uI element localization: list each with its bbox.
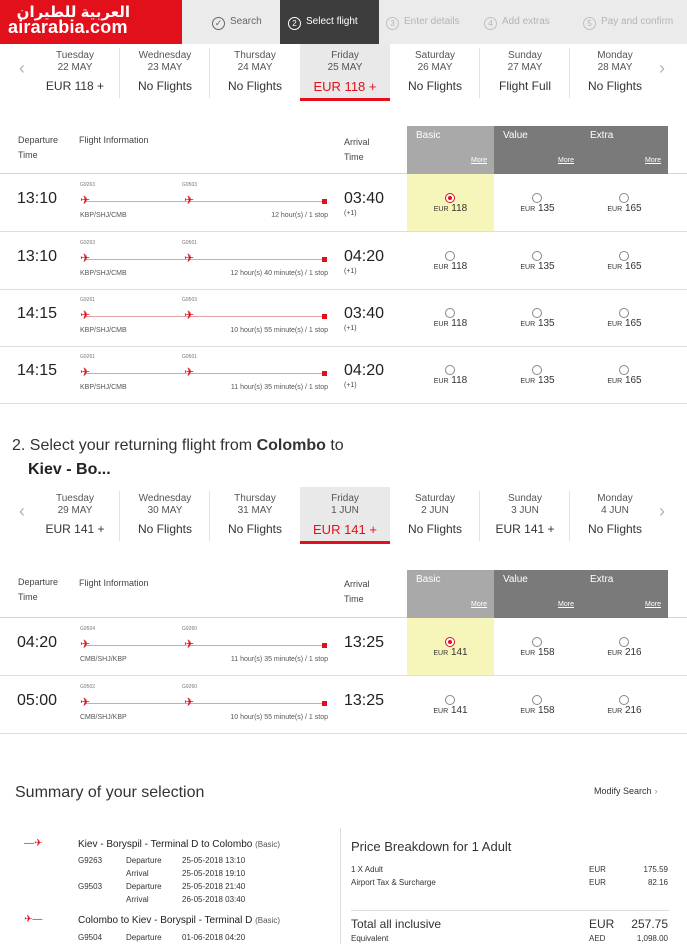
- return-origin: Colombo: [256, 437, 326, 454]
- fare-basic-option[interactable]: [407, 289, 494, 346]
- departure-time: 04:20: [17, 634, 58, 651]
- return-section-title: [12, 437, 344, 455]
- currency: EUR: [520, 321, 536, 328]
- destination-marker: [322, 199, 327, 204]
- arrival-time: 04:20: [344, 362, 385, 379]
- date-date: 26 MAY: [417, 62, 453, 73]
- flight-code: G9260: [182, 626, 198, 632]
- total-separator: [351, 910, 669, 911]
- chevron-left-icon[interactable]: ‹: [19, 58, 25, 78]
- fare-value-option[interactable]: [494, 174, 581, 231]
- date-option[interactable]: [30, 487, 120, 544]
- more-link[interactable]: More: [645, 157, 661, 164]
- flight-code: G9260: [182, 684, 198, 690]
- radio-button[interactable]: [619, 637, 629, 647]
- fare-amount: 135: [537, 203, 555, 214]
- fare-value-option[interactable]: [494, 289, 581, 346]
- currency: EUR: [520, 378, 536, 385]
- date-day: Saturday: [414, 493, 456, 504]
- fare-extra-option[interactable]: [581, 676, 668, 733]
- fare-basic-option[interactable]: [407, 346, 494, 403]
- outbound-segment-title: [78, 839, 280, 850]
- fare-amount: 158: [537, 647, 555, 658]
- date-option[interactable]: [480, 44, 570, 101]
- price-line-label: Airport Tax & Surcharge: [351, 878, 436, 887]
- next-day-indicator: (+1): [344, 382, 357, 389]
- step-label: Pay and confirm: [601, 16, 674, 27]
- currency: EUR: [520, 206, 536, 213]
- step-number: 3: [386, 17, 399, 30]
- more-link[interactable]: More: [645, 601, 661, 608]
- total-currency: EUR: [589, 917, 615, 931]
- route-line: [84, 645, 326, 646]
- price-line-amount: 175.59: [643, 865, 668, 874]
- price-line-label: 1 X Adult: [351, 865, 384, 874]
- radio-button[interactable]: [619, 251, 629, 261]
- fare-name: Extra: [590, 574, 614, 585]
- radio-button[interactable]: [532, 637, 542, 647]
- outbound-date-strip: [0, 44, 687, 104]
- flight-row: [0, 676, 687, 734]
- date-price: EUR 141 +: [313, 522, 377, 537]
- more-link[interactable]: More: [471, 601, 487, 608]
- date-date: 24 MAY: [237, 62, 273, 73]
- arrival-time: 03:40: [344, 190, 385, 207]
- departure-time: 13:10: [17, 248, 58, 265]
- date-day: Thursday: [234, 493, 276, 504]
- radio-button[interactable]: [445, 365, 455, 375]
- date-date: 27 MAY: [507, 62, 543, 73]
- fare-value-option[interactable]: [494, 676, 581, 733]
- fare-amount: 216: [624, 647, 642, 658]
- date-option[interactable]: [390, 44, 480, 101]
- departure-time: 05:00: [17, 692, 58, 709]
- radio-selected[interactable]: [445, 193, 455, 203]
- radio-button[interactable]: [619, 308, 629, 318]
- step-label: Add extras: [502, 16, 550, 27]
- date-price: EUR 141 +: [495, 522, 555, 536]
- flight-duration: 10 hour(s) 55 minute(s) / 1 stop: [230, 714, 328, 721]
- route-code: KBP/SHJ/CMB: [80, 384, 127, 391]
- air-arabia-logo[interactable]: [0, 0, 182, 44]
- flight-duration: 10 hour(s) 55 minute(s) / 1 stop: [230, 327, 328, 334]
- arrival-time: 13:25: [344, 692, 385, 709]
- flight-code: G9504: [78, 933, 103, 942]
- fare-amount: 165: [624, 375, 642, 386]
- next-day-indicator: (+1): [344, 325, 357, 332]
- departure-time: 14:15: [17, 362, 58, 379]
- fare-amount: 135: [537, 261, 555, 272]
- chevron-right-icon: ›: [654, 786, 658, 796]
- date-date: 31 MAY: [237, 505, 273, 516]
- date-date: 29 MAY: [57, 505, 93, 516]
- segment-class: (Basic): [255, 840, 280, 849]
- fare-name: Basic: [416, 130, 441, 141]
- date-price: No Flights: [137, 522, 193, 536]
- departure-label: Departure: [126, 856, 162, 865]
- plane-icon: ✈: [80, 695, 91, 709]
- arrival-time: 13:25: [344, 634, 385, 651]
- flight-row: [0, 618, 687, 676]
- date-day: Thursday: [234, 50, 276, 61]
- step-enter-details: [386, 0, 460, 44]
- return-title-prefix: 2. Select your returning flight from: [12, 437, 253, 454]
- date-option-selected[interactable]: [300, 44, 390, 101]
- flight-row: [0, 346, 687, 404]
- fare-amount: 118: [451, 203, 468, 214]
- chevron-right-icon[interactable]: ›: [659, 58, 665, 78]
- date-option[interactable]: [30, 44, 120, 101]
- route-code: KBP/SHJ/CMB: [80, 270, 127, 277]
- flight-code: G9263: [78, 856, 103, 865]
- plane-icon: ✈: [184, 637, 195, 651]
- date-date: 2 JUN: [421, 505, 449, 516]
- date-day: Monday: [597, 493, 633, 504]
- arrival-label: Arrival: [126, 895, 149, 904]
- fare-value-header: [494, 570, 581, 618]
- fare-basic-option[interactable]: [407, 618, 494, 675]
- radio-button[interactable]: [532, 308, 542, 318]
- flight-code: G9501: [182, 354, 198, 360]
- currency: EUR: [607, 378, 623, 385]
- radio-selected[interactable]: [445, 637, 455, 647]
- return-date-strip: [0, 487, 687, 547]
- step-label: Search: [230, 16, 262, 27]
- route-code: KBP/SHJ/CMB: [80, 212, 127, 219]
- route-line: [84, 703, 326, 704]
- currency: EUR: [520, 650, 536, 657]
- segment-route: Kiev - Boryspil - Terminal D to Colombo: [78, 839, 253, 850]
- fare-amount: 165: [624, 261, 642, 272]
- date-option[interactable]: [390, 487, 480, 544]
- fare-name: Value: [503, 574, 528, 585]
- radio-button[interactable]: [532, 695, 542, 705]
- next-day-indicator: (+1): [344, 210, 357, 217]
- fare-name: Basic: [416, 574, 441, 585]
- flight-duration: 11 hour(s) 35 minute(s) / 1 stop: [230, 384, 328, 391]
- logo-text: airarabia.com: [8, 17, 128, 37]
- date-day: Wednesday: [138, 50, 192, 61]
- step-number: 2: [288, 17, 301, 30]
- arrival-datetime: 26-05-2018 03:40: [182, 895, 246, 904]
- date-price: No Flights: [227, 79, 283, 93]
- currency: EUR: [607, 264, 623, 271]
- fare-value-option[interactable]: [494, 232, 581, 289]
- header: [0, 0, 687, 44]
- flight-duration: 12 hour(s) 40 minute(s) / 1 stop: [230, 270, 328, 277]
- step-select-flight[interactable]: [280, 0, 379, 44]
- fare-basic-option[interactable]: [407, 232, 494, 289]
- date-date: 22 MAY: [57, 62, 93, 73]
- logo-arabic-text: العربية للطيران: [16, 4, 130, 21]
- fare-amount: 118: [451, 318, 468, 329]
- destination-marker: [322, 257, 327, 262]
- date-date: 3 JUN: [511, 505, 539, 516]
- arrival-label: Arrival: [126, 869, 149, 878]
- date-option[interactable]: [480, 487, 570, 544]
- date-option[interactable]: [570, 44, 660, 101]
- fare-amount: 165: [624, 318, 642, 329]
- plane-icon: ✈: [184, 251, 195, 265]
- date-option[interactable]: [570, 487, 660, 544]
- more-link[interactable]: More: [558, 601, 574, 608]
- step-number: 5: [583, 17, 596, 30]
- currency: EUR: [607, 321, 623, 328]
- date-option[interactable]: [120, 487, 210, 544]
- plane-icon: ✈: [80, 365, 91, 379]
- date-price: No Flights: [227, 522, 283, 536]
- date-price: EUR 118 +: [45, 79, 105, 93]
- destination-marker: [322, 701, 327, 706]
- departure-datetime: 25-05-2018 21:40: [182, 882, 246, 891]
- fare-basic-header: [407, 126, 494, 174]
- radio-button[interactable]: [619, 695, 629, 705]
- date-option-selected[interactable]: [300, 487, 390, 544]
- chevron-left-icon[interactable]: ‹: [19, 501, 25, 521]
- date-day: Friday: [331, 493, 359, 504]
- total-amount: 257.75: [631, 917, 668, 931]
- flight-info-header: Flight Information: [79, 135, 149, 145]
- departure-label: Departure: [126, 882, 162, 891]
- step-add-extras: [484, 0, 550, 44]
- date-date: 28 MAY: [597, 62, 633, 73]
- currency: EUR: [433, 321, 449, 328]
- step-label: Enter details: [404, 16, 460, 27]
- date-date: 30 MAY: [147, 505, 183, 516]
- date-day: Saturday: [414, 50, 456, 61]
- next-day-indicator: (+1): [344, 268, 357, 275]
- departing-plane-icon: —✈: [24, 838, 43, 849]
- route-line: [84, 316, 326, 317]
- fare-name: Extra: [590, 130, 614, 141]
- segment-route: Colombo to Kiev - Boryspil - Terminal D: [78, 915, 253, 926]
- flight-code: G9503: [182, 297, 198, 303]
- plane-icon: ✈: [184, 193, 195, 207]
- date-price: No Flights: [407, 522, 463, 536]
- plane-icon: ✈: [80, 308, 91, 322]
- price-breakdown-title: Price Breakdown for 1 Adult: [351, 839, 512, 854]
- route-line: [84, 373, 326, 374]
- date-price: Flight Full: [498, 79, 551, 93]
- currency: EUR: [433, 206, 449, 213]
- flight-row: [0, 232, 687, 290]
- route-code: CMB/SHJ/KBP: [80, 714, 127, 721]
- flight-code: G9502: [80, 684, 96, 690]
- flight-code: G9501: [182, 240, 198, 246]
- summary-divider: [340, 828, 341, 944]
- flight-code: G9261: [80, 354, 96, 360]
- date-day: Sunday: [508, 50, 542, 61]
- flight-code: G9503: [78, 882, 103, 891]
- date-day: Friday: [331, 50, 359, 61]
- flight-code: G9503: [182, 182, 198, 188]
- currency: EUR: [433, 378, 449, 385]
- date-price: No Flights: [407, 79, 463, 93]
- radio-button[interactable]: [532, 365, 542, 375]
- date-price: EUR 141 +: [45, 522, 105, 536]
- fare-amount: 141: [450, 705, 468, 716]
- radio-button[interactable]: [619, 365, 629, 375]
- fare-amount: 165: [624, 203, 642, 214]
- fare-amount: 118: [451, 375, 468, 386]
- fare-value-option[interactable]: [494, 618, 581, 675]
- fare-amount: 141: [450, 647, 468, 658]
- plane-icon: ✈: [184, 365, 195, 379]
- currency: EUR: [433, 708, 449, 715]
- segment-class: (Basic): [255, 916, 280, 925]
- plane-icon: ✈: [80, 193, 91, 207]
- plane-icon: ✈: [184, 695, 195, 709]
- flight-row: [0, 289, 687, 347]
- arrival-time: 03:40: [344, 305, 385, 322]
- return-table-header: [0, 570, 687, 618]
- arrival-time-header: Arrival Time: [344, 579, 370, 604]
- date-day: Tuesday: [56, 493, 94, 504]
- summary-title: Summary of your selection: [15, 784, 205, 801]
- modify-search-link[interactable]: [594, 786, 658, 796]
- currency: EUR: [520, 708, 536, 715]
- currency: EUR: [607, 708, 623, 715]
- return-title-to: to: [330, 437, 344, 454]
- radio-button[interactable]: [619, 193, 629, 203]
- route-code: KBP/SHJ/CMB: [80, 327, 127, 334]
- equivalent-label: Equivalent: [351, 934, 389, 943]
- outbound-table-header: [0, 126, 687, 174]
- date-day: Wednesday: [138, 493, 192, 504]
- more-link[interactable]: More: [471, 157, 487, 164]
- radio-button[interactable]: [532, 193, 542, 203]
- date-date: 4 JUN: [601, 505, 629, 516]
- departure-datetime: 01-06-2018 04:20: [182, 933, 246, 942]
- price-line-currency: EUR: [589, 878, 606, 887]
- currency: EUR: [433, 264, 449, 271]
- flight-info-header: Flight Information: [79, 578, 149, 588]
- fare-extra-header: [581, 126, 668, 174]
- fare-basic-header: [407, 570, 494, 618]
- departure-datetime: 25-05-2018 13:10: [182, 856, 246, 865]
- fare-amount: 118: [451, 261, 468, 272]
- fare-extra-option[interactable]: [581, 289, 668, 346]
- flight-code: G9263: [80, 182, 96, 188]
- radio-button[interactable]: [445, 251, 455, 261]
- date-day: Monday: [597, 50, 633, 61]
- departure-time-header: Departure Time: [18, 577, 59, 602]
- date-option[interactable]: [210, 44, 300, 101]
- currency: EUR: [607, 650, 623, 657]
- step-search[interactable]: [212, 0, 264, 44]
- destination-marker: [322, 643, 327, 648]
- fare-extra-option[interactable]: [581, 174, 668, 231]
- destination-marker: [322, 314, 327, 319]
- date-day: Sunday: [508, 493, 542, 504]
- currency: EUR: [520, 264, 536, 271]
- date-date: 1 JUN: [331, 505, 359, 516]
- modify-search-label: Modify Search: [594, 786, 652, 796]
- destination-marker: [322, 371, 327, 376]
- return-destination: Kiev - Bo...: [28, 461, 111, 478]
- radio-button[interactable]: [532, 251, 542, 261]
- plane-icon: ✈: [80, 637, 91, 651]
- date-price: No Flights: [587, 79, 643, 93]
- date-date: 23 MAY: [147, 62, 183, 73]
- chevron-right-icon[interactable]: ›: [659, 501, 665, 521]
- flight-duration: 12 hour(s) / 1 stop: [271, 212, 328, 219]
- more-link[interactable]: More: [558, 157, 574, 164]
- route-line: [84, 201, 326, 202]
- arrival-time: 04:20: [344, 248, 385, 265]
- total-label: Total all inclusive: [351, 917, 442, 931]
- fare-value-option[interactable]: [494, 346, 581, 403]
- route-line: [84, 259, 326, 260]
- fare-amount: 135: [537, 318, 555, 329]
- inbound-segment-title: [78, 915, 280, 926]
- fare-extra-header: [581, 570, 668, 618]
- fare-basic-option[interactable]: [407, 676, 494, 733]
- currency: EUR: [607, 206, 623, 213]
- arrival-datetime: 25-05-2018 19:10: [182, 869, 246, 878]
- step-number: 4: [484, 17, 497, 30]
- fare-basic-option[interactable]: [407, 174, 494, 231]
- price-line-currency: EUR: [589, 865, 606, 874]
- equivalent-currency: AED: [589, 934, 606, 943]
- radio-button[interactable]: [445, 695, 455, 705]
- radio-button[interactable]: [445, 308, 455, 318]
- departure-time-header: Departure Time: [18, 135, 59, 160]
- date-date: 25 MAY: [327, 62, 363, 73]
- currency: EUR: [433, 650, 449, 657]
- departure-time: 14:15: [17, 305, 58, 322]
- date-price: EUR 118 +: [313, 79, 377, 94]
- flight-code: G9261: [80, 297, 96, 303]
- fare-name: Value: [503, 130, 528, 141]
- fare-amount: 135: [537, 375, 555, 386]
- date-price: No Flights: [587, 522, 643, 536]
- equivalent-amount: 1,098.00: [636, 934, 668, 943]
- price-line-amount: 82.16: [647, 878, 668, 887]
- fare-amount: 158: [537, 705, 555, 716]
- plane-icon: ✈: [80, 251, 91, 265]
- plane-icon: ✈: [184, 308, 195, 322]
- flight-code: G9504: [80, 626, 96, 632]
- date-day: Tuesday: [56, 50, 94, 61]
- flight-row: [0, 174, 687, 232]
- arriving-plane-icon: ✈—: [24, 914, 43, 925]
- fare-extra-option[interactable]: [581, 232, 668, 289]
- checkmark-icon: ✓: [212, 17, 225, 30]
- date-price: No Flights: [137, 79, 193, 93]
- fare-amount: 216: [624, 705, 642, 716]
- fare-value-header: [494, 126, 581, 174]
- route-code: CMB/SHJ/KBP: [80, 656, 127, 663]
- date-option[interactable]: [210, 487, 300, 544]
- flight-code: G9263: [80, 240, 96, 246]
- departure-label: Departure: [126, 933, 162, 942]
- step-pay-confirm: [583, 0, 673, 44]
- flight-duration: 11 hour(s) 35 minute(s) / 1 stop: [230, 656, 328, 663]
- arrival-time-header: Arrival Time: [344, 137, 370, 162]
- fare-extra-option[interactable]: [581, 618, 668, 675]
- step-label: Select flight: [306, 16, 358, 27]
- departure-time: 13:10: [17, 190, 58, 207]
- fare-extra-option[interactable]: [581, 346, 668, 403]
- date-option[interactable]: [120, 44, 210, 101]
